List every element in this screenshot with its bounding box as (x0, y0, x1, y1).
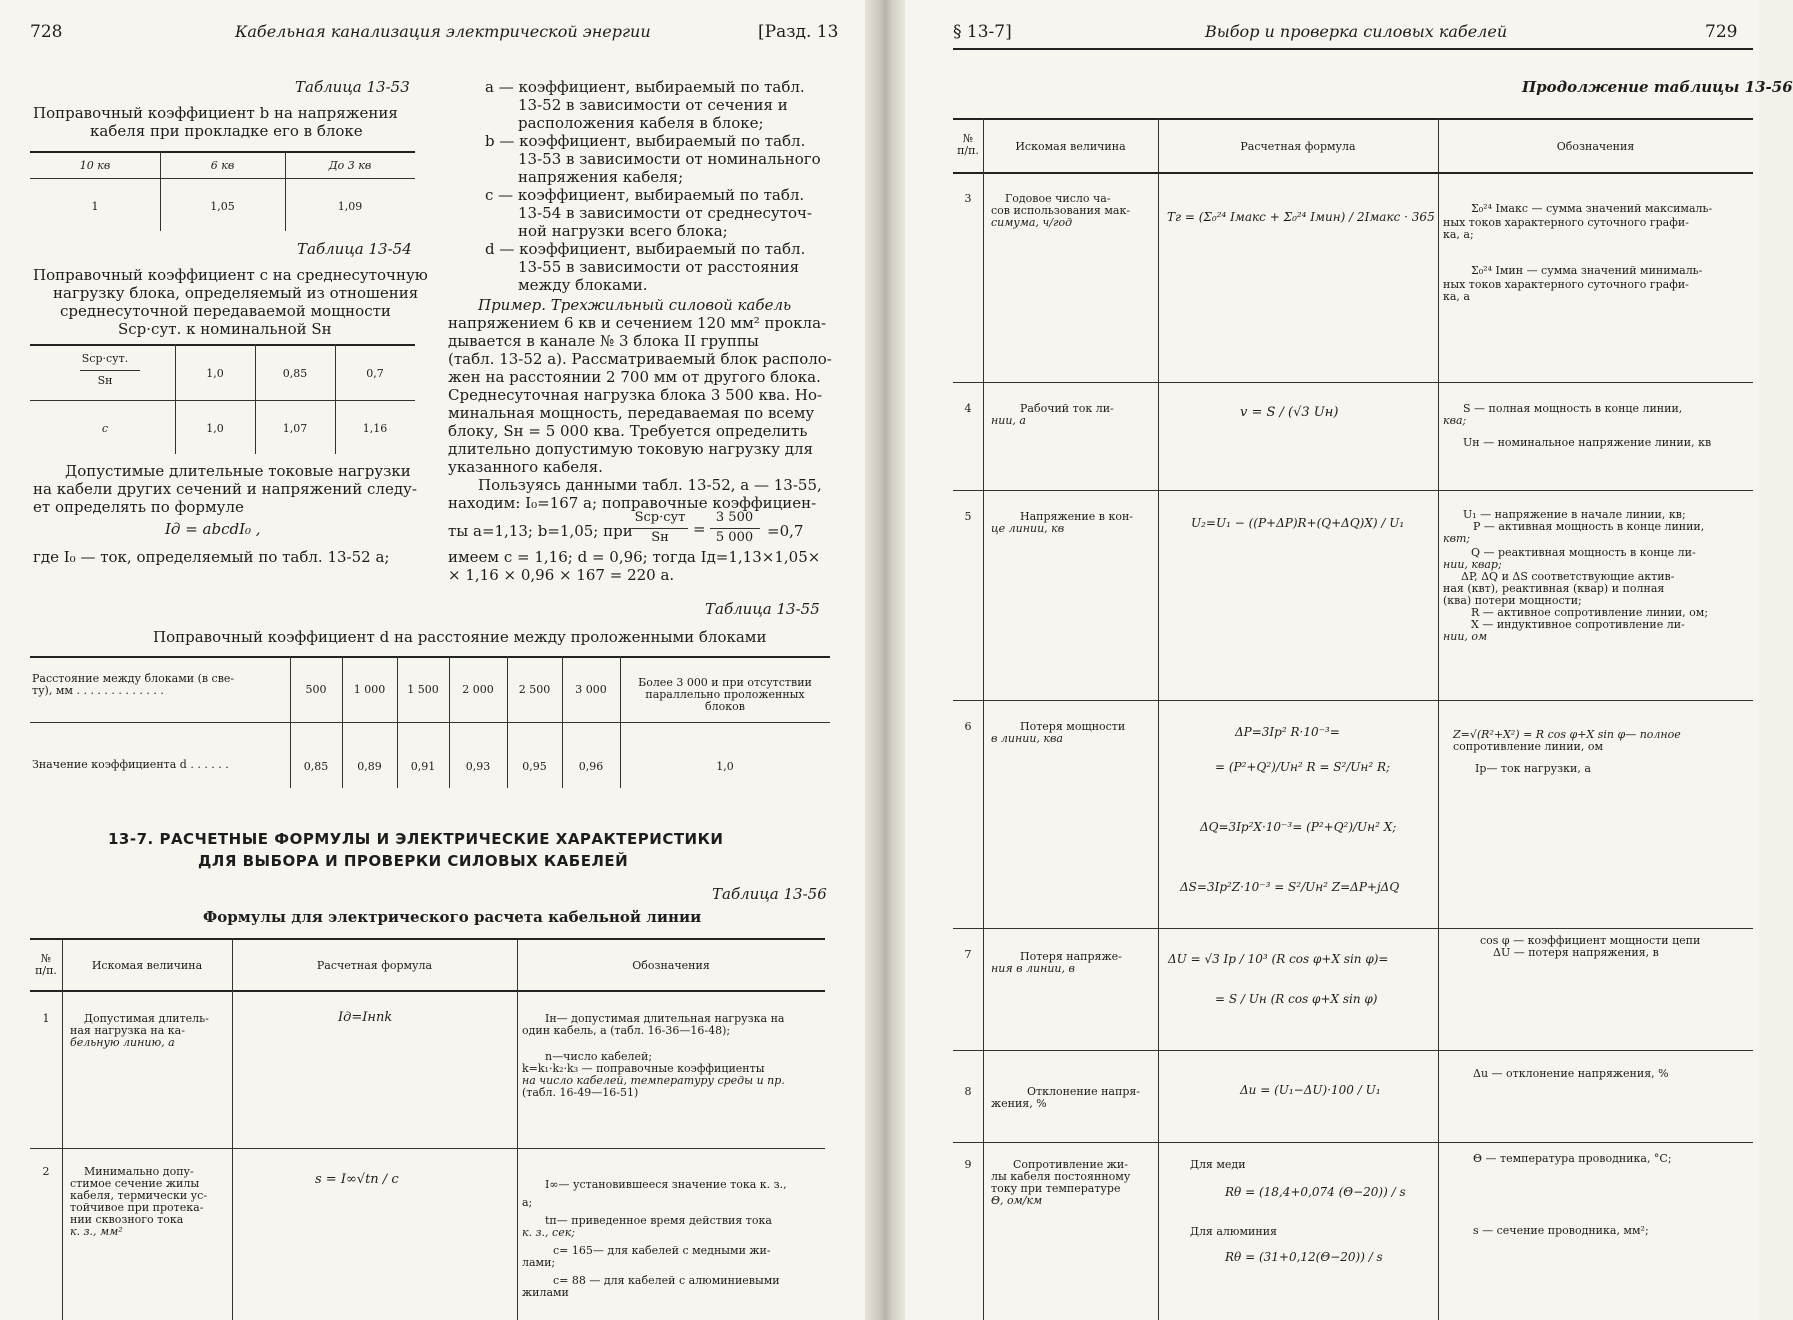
row-qty: ния в линии, в (991, 962, 1075, 975)
t56-header-qty: Искомая величина (91, 959, 203, 972)
row-num: 8 (964, 1085, 972, 1098)
header-qty: Искомая величина (1015, 140, 1126, 153)
t56-row-qty: бельную линию, а (70, 1036, 175, 1049)
t56-row-note: c= 165— для кабелей с медными жи- (553, 1244, 771, 1257)
row-num: 3 (964, 192, 972, 205)
def-line: c — коэффициент, выбираемый по табл. (485, 186, 805, 204)
example-line: (табл. 13-52 а). Рассматриваемый блок располо- (448, 350, 832, 368)
row-formula: Для меди (1190, 1158, 1246, 1171)
example-line: минальная мощность, передаваемая по всему (448, 404, 815, 422)
continuation-label: Продолжение таблицы 13-56 (1522, 78, 1793, 96)
row-qty: в линии, ква (991, 732, 1063, 745)
row-formula: Rθ = (18,4+0,074 (Θ−20)) / s (1225, 1185, 1406, 1199)
row-formula: = (P²+Q²)/Uн² R = S²/Uн² R; (1215, 760, 1391, 774)
row-formula: = S / Uн (R cos φ+X sin φ) (1215, 992, 1378, 1006)
t55-distance: 2 500 (518, 683, 551, 696)
row-note: ΔP, ΔQ и ΔS соответствующие актив- (1461, 570, 1675, 583)
t56-row-qty: к. з., мм² (70, 1225, 123, 1238)
t53-header: До 3 кв (328, 159, 372, 172)
example-line: Пример. Трехжильный силовой кабель (478, 296, 792, 314)
row-note: Z=√(R²+X²) = R cos φ+X sin φ— полное (1453, 728, 1681, 741)
t56-row-note: на число кабелей, температуру среды и пр. (522, 1074, 785, 1087)
section-ref-left: [Разд. 13 (758, 22, 839, 42)
t54-value: 0,7 (366, 367, 384, 380)
row-note: Δu — отклонение напряжения, % (1473, 1067, 1669, 1080)
row-note: ных токов характерного суточного графи- (1443, 278, 1689, 291)
t53-value: 1,09 (337, 200, 363, 213)
header-num: п/п. (957, 144, 979, 157)
t56-row-qty: кабеля, термически ус- (70, 1189, 208, 1202)
example-line: × 1,16 × 0,96 × 167 = 220 а. (448, 566, 675, 584)
row-formula: Δu = (U₁−ΔU)·100 / U₁ (1240, 1083, 1381, 1097)
book-gutter (865, 0, 905, 1320)
example-line: длительно допустимую токовую нагрузку для (448, 440, 813, 458)
t56-row-formula: Iд=Iнnk (338, 1010, 393, 1025)
header-notes: Обозначения (1556, 140, 1635, 153)
table-13-54-caption-2: нагрузку блока, определяемый из отношения (53, 284, 419, 302)
section-title: 13-7. РАСЧЕТНЫЕ ФОРМУЛЫ И ЭЛЕКТРИЧЕСКИЕ ХАРАКТЕРИСТИКИ (108, 830, 724, 848)
header-formula: Расчетная формула (1240, 140, 1356, 153)
t55-row-label: Значение коэффициента d . . . . . . (32, 758, 229, 771)
def-line: расположения кабеля в блоке; (518, 114, 764, 132)
t55-row-label: Расстояние между блоками (в све- (32, 672, 235, 685)
row-note: ка, а (1443, 290, 1470, 303)
def-line: b — коэффициент, выбираемый по табл. (485, 132, 806, 150)
example-line: имеем c = 1,16; d = 0,96; тогда Iд=1,13×1,05× (448, 548, 821, 566)
def-line: 13-53 в зависимости от номинального (518, 150, 821, 168)
row-note: U₁ — напряжение в начале линии, кв; (1463, 508, 1686, 521)
t56-row-qty: ная нагрузка на ка- (70, 1024, 185, 1037)
section-ref-right: § 13-7] (953, 22, 1012, 42)
row-qty: Отклонение напря- (1027, 1085, 1141, 1098)
left-page: 728 Кабельная канализация электрической энергии [Разд. 13 Таблица 13-53 Поправочный коэффициент b на напряжения кабеля при прокладке его в блоке 10 кв 6 кв До 3 кв 1 1,05 1,09 Таблица 13-54 Поправочный коэффициент c на среднесуточную нагрузку блока, определяемый из отношения среднесуточной передаваемой мощности Sср·сут. к номинальной Sн Sср·сут. Sн 1,0 0,85 0,7 c 1,0 1,07 1,16 Допустимые длительные токовые нагрузки на кабели других сечений и напряжений следу- ет определять по формуле Iд = abcdI₀ , где I₀ — ток, определяемый по табл. 13-52 а; a — коэффициент, выбираемый по табл. 13-52 в зависимости от сечения и расположения кабеля в блоке; b — коэффициент, выбираемый по табл. 13-53 в зависимости от номинального напряжения кабеля; c — коэффициент, выбираемый по табл. 13-54 в зависимости от среднесуточ- ной нагрузки всего блока; d — коэффициент, выбираемый по табл. 13-55 в зависимости от расстояния между блоками. Пример. Трехжильный силовой кабель напряжением 6 кв и сечением 120 мм² прокла- дывается в канале № 3 блока II группы (табл. 13-52 а). Рассматриваемый блок располо- жен на расстоянии 2 700 мм от другого блока. Среднесуточная нагрузка блока 3 500 ква. Но- минальная мощность, передаваемая по всему блоку, Sн = 5 000 ква. Требуется определить длительно допустимую токовую нагрузку для указанного кабеля. Пользуясь данными табл. 13-52, а — 13-55, находим: I₀=167 а; поправочные коэффициен- ты a=1,13; b=1,05; при Sср·сут Sн = 3 500 5 000 =0,7 имеем c = 1,16; d = 0,96; тогда Iд=1,13×1,05× × 1,16 × 0,96 × 167 = 220 а. Таблица 13-55 Поправочный коэффициент d на расстояние между проложенными блоками Расстояние между блоками (в све- ту), мм . . . . . . . . . . . . . 500 1 000 1 500 2 000 2 500 3 000 Более 3 000 и при отсутствии параллельно проложенных блоков Значение коэффициента d . . . . . . 0,85 0,89 0,91 0,93 0,95 0,96 1,0 13-7. РАСЧЕТНЫЕ ФОРМУЛЫ И ЭЛЕКТРИЧЕСКИЕ ХАРАКТЕРИСТИКИ ДЛЯ ВЫБОРА И ПРОВЕРКИ СИЛОВЫХ КАБЕЛЕЙ Таблица 13-56 Формулы для электрического расчета кабельной линии № п/п. Искомая величина Расчетная формула Обозначения 1 Допустимая длитель- ная нагрузка на ка- бельную линию, а Iд=Iнnk Iн— допустимая длительная нагрузка на один кабель, а (табл. 16-36—16-48); n—число кабелей; k=k₁·k₂·k₃ — поправочные коэффициенты на число кабелей, температуру среды и пр. (табл. 16-49—16-51) 2 Минимально допу- стимое сечение жилы кабеля, термически ус- тойчивое при протека- нии сквозного тока к. з., мм² s = I∞√tп / c I∞— установившееся значение тока к. з., а; tп— приведенное время действия тока к. з., сек; c= 165— для кабелей с медными жи- лами; c= 88 — для кабелей с алюминиевыми жилами (0, 0, 865, 1320)
def-line: ной нагрузки всего блока; (518, 222, 728, 240)
def-line: 13-55 в зависимости от расстояния (518, 258, 800, 276)
example-fraction: Sср·сут (634, 510, 686, 525)
t55-coef: 0,91 (410, 760, 436, 773)
t55-distance: 2 000 (462, 683, 494, 696)
row-note: (ква) потери мощности; (1443, 594, 1582, 607)
t56-row-qty: стимое сечение жилы (70, 1177, 200, 1190)
t56-header-num: п/п. (35, 964, 57, 977)
row-note: R — активное сопротивление линии, ом; (1471, 606, 1709, 619)
row-note: Θ — температура проводника, °С; (1473, 1152, 1672, 1165)
t56-header-formula: Расчетная формула (316, 959, 433, 972)
example-line: ты a=1,13; b=1,05; при (448, 522, 633, 540)
example-line: напряжением 6 кв и сечением 120 мм² прокла- (448, 314, 827, 332)
t55-last-header: блоков (705, 700, 745, 713)
row-qty: Напряжение в кон- (1020, 510, 1133, 523)
t55-coef: 0,85 (303, 760, 329, 773)
row-formula: ΔQ=3Iр²X·10⁻³= (P²+Q²)/Uн² X; (1200, 820, 1397, 834)
header-num: № (962, 132, 974, 145)
row-note: квт; (1443, 532, 1471, 545)
row-qty: Потеря мощности (1020, 720, 1126, 733)
row-note: нии, квар; (1443, 558, 1502, 571)
t56-row-note: а; (522, 1196, 533, 1209)
row-formula: U₂=U₁ − ((P+ΔP)R+(Q+ΔQ)X) / U₁ (1191, 516, 1405, 530)
t56-row-note: Iн— допустимая длительная нагрузка на (545, 1012, 785, 1025)
t56-row-note: c= 88 — для кабелей с алюминиевыми (553, 1274, 780, 1287)
t55-distance: 1 000 (353, 683, 386, 696)
t55-distance: 3 000 (575, 683, 607, 696)
example-fraction: 3 500 (715, 510, 754, 525)
row-qty: Сопротивление жи- (1013, 1158, 1128, 1171)
t56-row-qty: Минимально допу- (84, 1165, 194, 1178)
t55-coef: 0,93 (465, 760, 491, 773)
row-formula: Rθ = (31+0,12(Θ−20)) / s (1225, 1250, 1383, 1264)
t56-row-qty: Допустимая длитель- (84, 1012, 209, 1025)
para-text: ет определять по формуле (33, 498, 244, 516)
t55-coef: 0,89 (357, 760, 382, 773)
row-qty: сов использования мак- (991, 204, 1131, 217)
row-qty: току при температуре (991, 1182, 1121, 1195)
row-formula: v = S / (√3 Uн) (1240, 405, 1339, 420)
t56-header-notes: Обозначения (632, 959, 710, 972)
example-fraction: Sн (651, 530, 669, 545)
row-note: P — активная мощность в конце линии, (1473, 520, 1705, 533)
table-13-55-label: Таблица 13-55 (705, 600, 820, 618)
row-note: ква; (1443, 414, 1467, 427)
t55-coef: 1,0 (716, 760, 734, 773)
page-number-right: 729 (1705, 22, 1738, 42)
t56-row-qty: тойчивое при протека- (70, 1201, 204, 1214)
t56-row-qty: нии сквозного тока (70, 1213, 184, 1226)
row-note: ка, а; (1443, 228, 1474, 241)
row-qty: Потеря напряже- (1020, 950, 1122, 963)
table-13-54-caption: Поправочный коэффициент c на среднесуточную (33, 266, 428, 284)
table-13-53-caption: Поправочный коэффициент b на напряжения (33, 104, 398, 122)
t56-row-note: (табл. 16-49—16-51) (522, 1086, 639, 1099)
t56-row-note: лами; (522, 1256, 556, 1269)
row-note: s — сечение проводника, мм²; (1473, 1224, 1649, 1237)
t54-row-label: Sср·сут. (81, 352, 129, 365)
example-line: Среднесуточная нагрузка блока 3 500 ква. Но- (448, 386, 823, 404)
row-qty: жения, % (991, 1097, 1047, 1110)
t54-value: 1,16 (362, 422, 388, 435)
t56-row-note: жилами (522, 1286, 569, 1299)
t53-header: 6 кв (210, 159, 235, 172)
row-qty: Θ, ом/км (991, 1194, 1043, 1207)
table-13-54-label: Таблица 13-54 (297, 240, 412, 258)
example-line: указанного кабеля. (448, 458, 603, 476)
formula-main: Iд = abcdI₀ , (165, 520, 261, 538)
table-13-56-caption: Формулы для электрического расчета кабельной линии (203, 908, 702, 926)
t56-row-note: n—число кабелей; (545, 1050, 653, 1063)
t54-value: 0,85 (282, 367, 308, 380)
table-13-56-label: Таблица 13-56 (712, 885, 827, 903)
row-formula: Для алюминия (1190, 1225, 1277, 1238)
row-note: ных токов характерного суточного графи- (1443, 216, 1689, 229)
row-note: cos φ — коэффициент мощности цепи (1480, 934, 1701, 947)
row-note: S — полная мощность в конце линии, (1463, 402, 1683, 415)
t55-distance: 1 500 (407, 683, 439, 696)
t53-value: 1 (91, 200, 99, 213)
row-note: ΔU — потеря напряжения, в (1493, 946, 1659, 959)
row-num: 5 (964, 510, 972, 523)
t55-last-header: параллельно проложенных (645, 688, 805, 701)
example-line: дывается в канале № 3 блока II группы (448, 332, 759, 350)
row-note: ная (квт), реактивная (квар) и полная (1443, 582, 1665, 595)
row-qty: це линии, кв (991, 522, 1065, 535)
t54-value: 1,07 (282, 422, 308, 435)
t54-value: 1,0 (206, 367, 224, 380)
row-note: Σ₀²⁴ Iмин — сумма значений минималь- (1471, 264, 1703, 277)
row-qty: лы кабеля постоянному (991, 1170, 1131, 1183)
row-note: Iр— ток нагрузки, а (1475, 762, 1591, 775)
t56-header-num: № (40, 952, 52, 965)
para-text: Допустимые длительные токовые нагрузки (65, 462, 411, 480)
t54-row-label: Sн (97, 374, 113, 387)
table-13-53-label: Таблица 13-53 (295, 78, 410, 96)
section-title-2: ДЛЯ ВЫБОРА И ПРОВЕРКИ СИЛОВЫХ КАБЕЛЕЙ (198, 852, 629, 870)
t54-value: 1,0 (206, 422, 224, 435)
right-page (905, 0, 1793, 1320)
row-note: Q — реактивная мощность в конце ли- (1471, 546, 1696, 559)
row-num: 4 (964, 402, 972, 415)
t56-row-num: 2 (42, 1165, 50, 1178)
row-note: Σ₀²⁴ Iмакс — сумма значений максималь- (1471, 202, 1713, 215)
t55-distance: 500 (305, 683, 327, 696)
def-line: 13-54 в зависимости от среднесуточ- (518, 204, 812, 222)
example-line: =0,7 (767, 522, 804, 540)
table-13-53-caption-2: кабеля при прокладке его в блоке (90, 122, 363, 140)
example-line: блоку, Sн = 5 000 ква. Требуется определить (448, 422, 808, 440)
row-formula: ΔU = √3 Iр / 10³ (R cos φ+X sin φ)= (1168, 952, 1389, 966)
t56-row-note: k=k₁·k₂·k₃ — поправочные коэффициенты (522, 1062, 765, 1075)
para-text: на кабели других сечений и напряжений следу- (33, 480, 417, 498)
t56-row-note: один кабель, а (табл. 16-36—16-48); (522, 1024, 731, 1037)
running-title-right: Выбор и проверка силовых кабелей (1205, 22, 1508, 41)
t55-coef: 0,95 (522, 760, 547, 773)
table-13-54-caption-3: среднесуточной передаваемой мощности (60, 302, 391, 320)
row-formula: ΔS=3Iр²Z·10⁻³ = S²/Uн² Z=ΔP+jΔQ (1180, 880, 1400, 894)
t56-row-note: tп— приведенное время действия тока (545, 1214, 772, 1227)
t55-coef: 0,96 (578, 760, 604, 773)
example-line: жен на расстоянии 2 700 мм от другого блока. (448, 368, 821, 386)
row-num: 9 (964, 1158, 972, 1171)
t55-row-label: ту), мм . . . . . . . . . . . . . (32, 684, 164, 697)
para-text: где I₀ — ток, определяемый по табл. 13-52 а; (33, 548, 390, 566)
row-note: сопротивление линии, ом (1453, 740, 1604, 753)
example-fraction: 5 000 (715, 530, 754, 545)
example-line: находим: I₀=167 а; поправочные коэффициен- (448, 494, 817, 512)
row-qty: нии, а (991, 414, 1026, 427)
row-note: нии, ом (1443, 630, 1488, 643)
table-13-55-caption: Поправочный коэффициент d на расстояние между проложенными блоками (153, 628, 767, 646)
t53-header: 10 кв (79, 159, 111, 172)
row-formula: Tг = (Σ₀²⁴ Iмакс + Σ₀²⁴ Iмин) / 2Iмакс · 365 (1167, 210, 1435, 224)
table-13-54-caption-4: Sср·сут. к номинальной Sн (118, 320, 332, 338)
example-line: Пользуясь данными табл. 13-52, а — 13-55, (478, 476, 822, 494)
t56-row-formula: s = I∞√tп / c (315, 1172, 399, 1187)
row-num: 6 (964, 720, 972, 733)
page-number-left: 728 (30, 22, 63, 42)
row-qty: симума, ч/год (991, 216, 1073, 229)
def-line: напряжения кабеля; (518, 168, 684, 186)
row-qty: Годовое число ча- (1005, 192, 1111, 205)
def-line: между блоками. (518, 276, 648, 294)
def-line: d — коэффициент, выбираемый по табл. (485, 240, 806, 258)
t54-row-label: c (101, 422, 109, 435)
row-formula: ΔP=3Iр² R·10⁻³= (1235, 725, 1340, 739)
row-note: X — индуктивное сопротивление ли- (1471, 618, 1685, 631)
def-line: a — коэффициент, выбираемый по табл. (485, 78, 805, 96)
t56-row-note: к. з., сек; (522, 1226, 575, 1239)
t53-value: 1,05 (210, 200, 235, 213)
def-line: 13-52 в зависимости от сечения и (518, 96, 788, 114)
t56-row-note: I∞— установившееся значение тока к. з., (545, 1178, 787, 1191)
row-note: Uн — номинальное напряжение линии, кв (1463, 436, 1712, 449)
t56-row-num: 1 (42, 1012, 50, 1025)
running-title-left: Кабельная канализация электрической энергии (235, 22, 651, 41)
t55-last-header: Более 3 000 и при отсутствии (638, 676, 812, 689)
row-num: 7 (964, 948, 972, 961)
row-qty: Рабочий ток ли- (1020, 402, 1114, 415)
